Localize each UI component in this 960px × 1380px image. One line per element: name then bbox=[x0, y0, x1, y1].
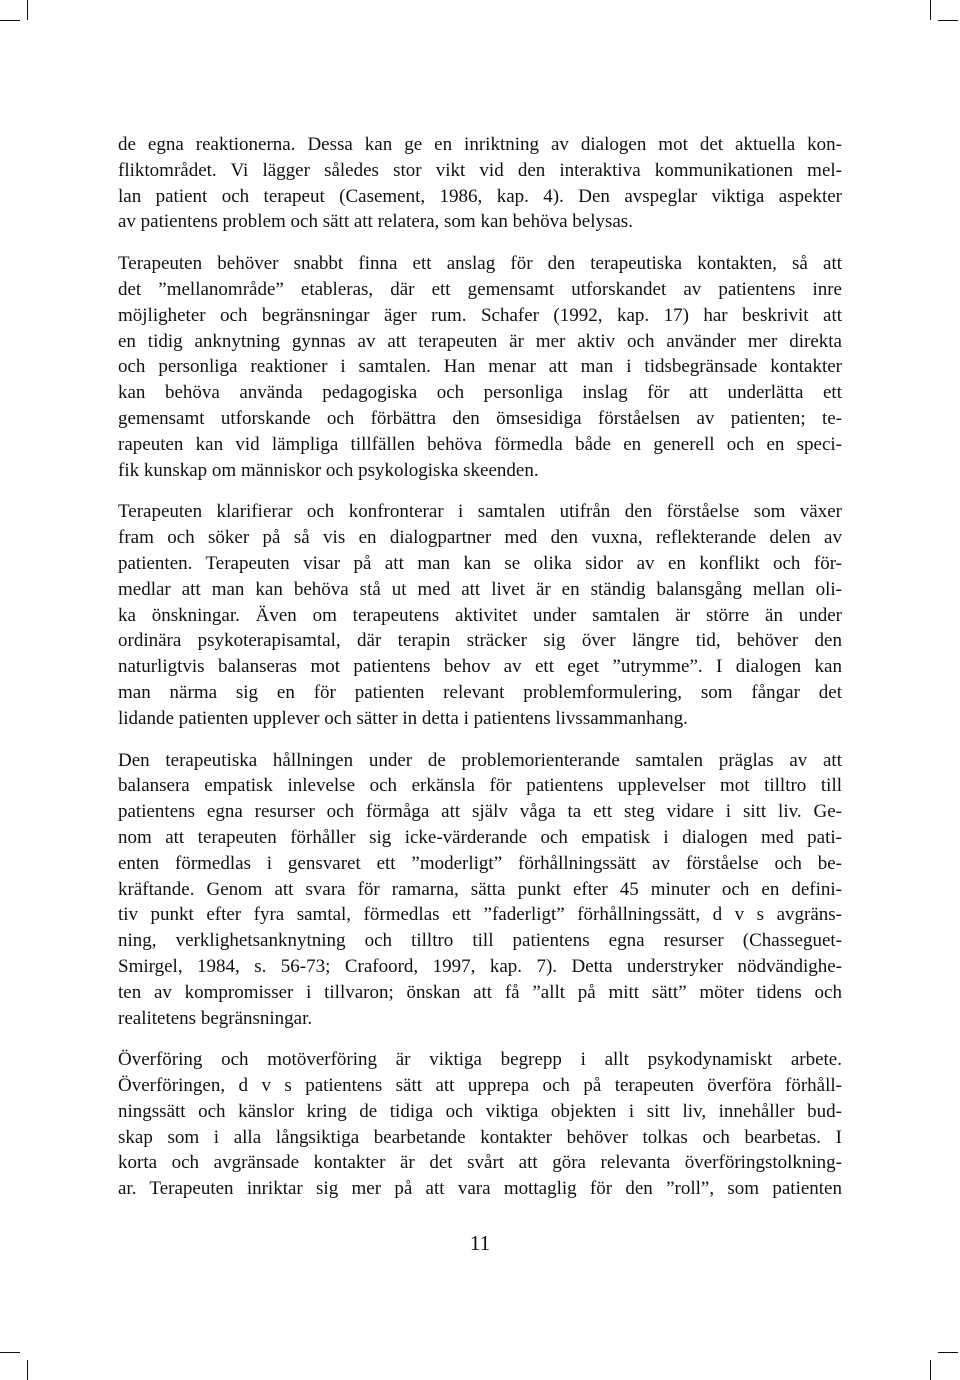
text-line: nom att terapeuten förhåller sig icke-värderande och empatisk i dialogen med pati- bbox=[118, 826, 842, 848]
text-line: Överföringen, d v s patientens sätt att upprepa och på terapeuten överföra förhåll- bbox=[118, 1075, 842, 1097]
text-line: medlar att man kan behöva stå ut med att livet är en ständig balansgång mellan oli- bbox=[118, 578, 842, 600]
text-line: skap som i alla långsiktiga bearbetande kontakter behöver tolkas och bearbetas. I bbox=[118, 1126, 842, 1148]
crop-mark-top-left-h bbox=[0, 20, 20, 21]
text-line: fik kunskap om människor och psykologiska skeenden. bbox=[118, 459, 539, 481]
text-line: realitetens begränsningar. bbox=[118, 1007, 313, 1029]
text-line: ka önskningar. Även om terapeutens aktivitet under samtalen är större än under bbox=[118, 604, 842, 626]
text-line: det ”mellanområde” etableras, där ett gemensamt utforskandet av patientens inre bbox=[118, 278, 842, 300]
crop-mark-bottom-left-h bbox=[0, 1352, 20, 1353]
page-number: 11 bbox=[469, 1231, 491, 1255]
text-line: lidande patienten upplever och sätter in detta i patientens livssammanhang. bbox=[118, 707, 688, 729]
paragraph-3 bbox=[118, 499, 842, 731]
paragraph-2 bbox=[118, 251, 842, 483]
text-line: balansera empatisk inlevelse och erkänsla för patientens upplevelser mot tilltro till bbox=[118, 775, 842, 797]
body-text bbox=[118, 132, 842, 1218]
text-line: patientens egna resurser och förmåga att själv våga ta ett steg vidare i sitt liv. Ge- bbox=[118, 801, 842, 823]
text-line: rapeuten kan vid lämpliga tillfällen behöva förmedla både en generell och en speci- bbox=[118, 433, 842, 455]
crop-mark-top-right-h bbox=[938, 20, 958, 21]
text-line: Terapeuten klarifierar och konfronterar i samtalen utifrån den förståelse som växer bbox=[118, 501, 842, 523]
text-line: enten förmedlas i gensvaret ett ”moderligt” förhållningssätt av förståelse och be- bbox=[118, 852, 842, 874]
crop-mark-bottom-right-h bbox=[938, 1352, 958, 1353]
text-line: och personliga reaktioner i samtalen. Han menar att man i tidsbegränsade kontakter bbox=[118, 356, 842, 378]
text-line: ordinära psykoterapisamtal, där terapin sträcker sig över längre tid, behöver den bbox=[118, 630, 842, 652]
text-line: ning, verklighetsanknytning och tilltro till patientens egna resurser (Chasseguet- bbox=[118, 930, 842, 952]
text-line: Terapeuten behöver snabbt finna ett anslag för den terapeutiska kontakten, så att bbox=[118, 253, 842, 275]
text-line: en tidig anknytning gynnas av att terapeuten är mer aktiv och använder mer direkta bbox=[118, 330, 842, 352]
text-line: ningssätt och känslor kring de tidiga och viktiga objekten i sitt liv, innehåller bud- bbox=[118, 1100, 842, 1122]
crop-mark-bottom-right-v bbox=[930, 1360, 931, 1380]
text-line: kan behöva använda pedagogiska och personliga inslag för att underlätta ett bbox=[118, 382, 842, 404]
text-line: patienten. Terapeuten visar på att man kan se olika sidor av en konflikt och för- bbox=[118, 552, 842, 574]
text-line: kräftande. Genom att svara för ramarna, sätta punkt efter 45 minuter och en defini- bbox=[118, 878, 842, 900]
text-line: korta och avgränsade kontakter är det svårt att göra relevanta överföringstolkning- bbox=[118, 1152, 842, 1174]
text-line: de egna reaktionerna. Dessa kan ge en inriktning av dialogen mot det aktuella kon- bbox=[118, 134, 842, 155]
crop-mark-top-left-v bbox=[27, 0, 28, 20]
text-line: möjligheter och begränsningar äger rum. Schafer (1992, kap. 17) har beskrivit att bbox=[118, 304, 842, 326]
text-line: naturligtvis balanseras mot patientens behov av ett eget ”utrymme”. I dialogen kan bbox=[118, 656, 842, 678]
text-line: man närma sig en för patienten relevant problemformulering, som fångar det bbox=[118, 681, 842, 703]
text-line: av patientens problem och sätt att relatera, som kan behöva belysas. bbox=[118, 211, 633, 233]
text-line: Smirgel, 1984, s. 56-73; Crafoord, 1997, kap. 7). Detta understryker nödvändighe- bbox=[118, 955, 842, 977]
text-line: Den terapeutiska hållningen under de problemorienterande samtalen präglas av att bbox=[118, 749, 842, 771]
paragraph-5 bbox=[118, 1047, 842, 1202]
text-line: Överföring och motöverföring är viktiga begrepp i allt psykodynamiskt arbete. bbox=[118, 1049, 842, 1071]
text-line: fliktområdet. Vi lägger således stor vikt vid den interaktiva kommunikationen mel- bbox=[118, 159, 842, 181]
crop-mark-top-right-v bbox=[930, 0, 931, 20]
paragraph-1 bbox=[118, 132, 842, 235]
text-line: ar. Terapeuten inriktar sig mer på att vara mottaglig för den ”roll”, som patienten bbox=[118, 1178, 842, 1200]
text-line: tiv punkt efter fyra samtal, förmedlas ett ”faderligt” förhållningssätt, d v s avgräns- bbox=[118, 904, 842, 926]
paragraph-4 bbox=[118, 748, 842, 1032]
text-line: lan patient och terapeut (Casement, 1986, kap. 4). Den avspeglar viktiga aspekter bbox=[118, 185, 842, 207]
text-line: fram och söker på så vis en dialogpartner med den vuxna, reflekterande delen av bbox=[118, 527, 842, 549]
text-line: ten av kompromisser i tillvaron; önskan att få ”allt på mitt sätt” möter tidens och bbox=[118, 981, 842, 1003]
crop-mark-bottom-left-v bbox=[27, 1360, 28, 1380]
text-line: gemensamt utforskande och förbättra den ömsesidiga förståelsen av patienten; te- bbox=[118, 407, 842, 429]
